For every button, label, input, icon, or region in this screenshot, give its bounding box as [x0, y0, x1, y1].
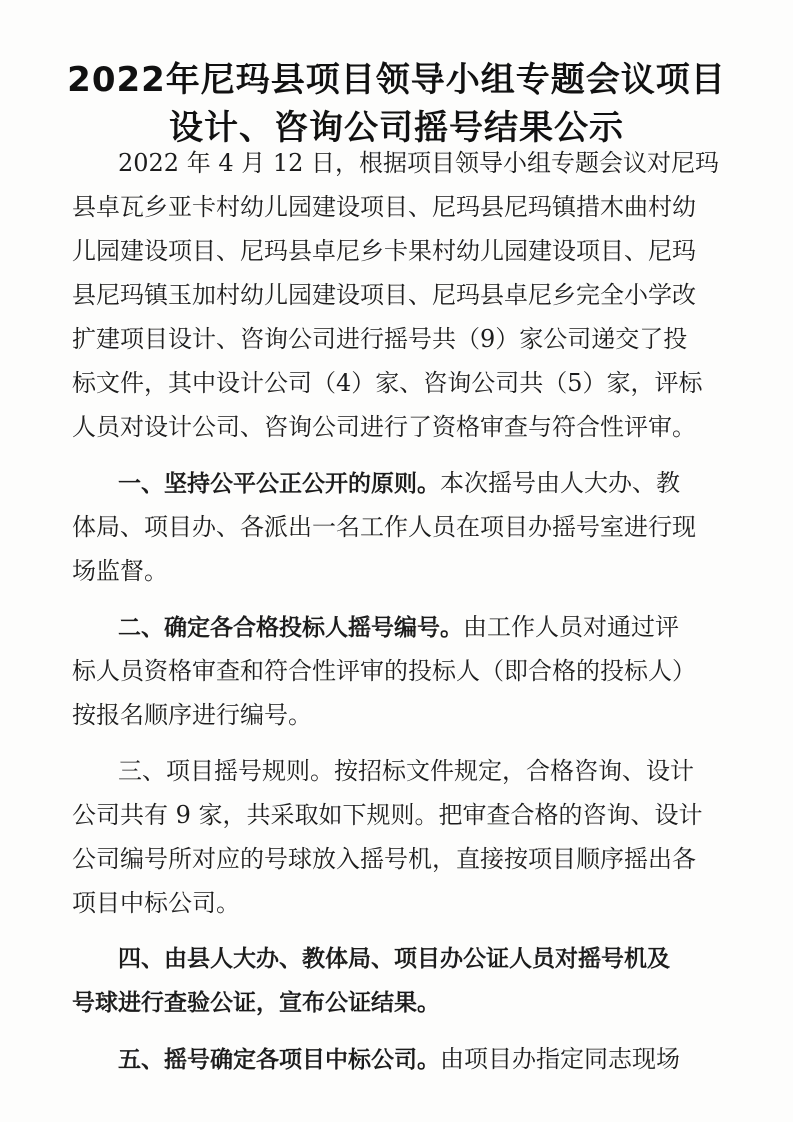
section-1-line-3: 场监督。	[72, 557, 168, 585]
section-3-first-line	[118, 756, 694, 786]
section-3-text: 按招标文件规定，合格咨询、设计	[334, 757, 694, 785]
section-5-first-line	[118, 1044, 680, 1075]
intro-line-1: 2022 年 4 月 12 日，根据项目领导小组专题会议对尼玛	[118, 149, 720, 177]
section-2-line-3: 按报名顺序进行编号。	[72, 701, 312, 729]
intro-line-7: 人员对设计公司、咨询公司进行了资格审查与符合性评审。	[72, 413, 696, 441]
section-3-line-2: 公司共有 9 家，共采取如下规则。把审查合格的咨询、设计	[72, 801, 703, 829]
intro-line-5: 扩建项目设计、咨询公司进行摇号共（9）家公司递交了投	[72, 325, 688, 353]
section-1-heading: 一、坚持公平公正公开的原则。	[118, 471, 440, 497]
section-4-line-1: 四、由县人大办、教体局、项目办公证人员对摇号机及	[118, 946, 670, 972]
section-3-heading: 三、项目摇号规则。	[118, 757, 334, 785]
section-5-heading: 五、摇号确定各项目中标公司。	[118, 1047, 440, 1073]
section-3-line-4: 项目中标公司。	[72, 889, 240, 917]
section-2-first-line	[118, 612, 679, 643]
intro-line-4: 县尼玛镇玉加村幼儿园建设项目、尼玛县卓尼乡完全小学改	[72, 281, 696, 309]
section-5-text: 由项目办指定同志现场	[440, 1045, 680, 1073]
document-title-line-1: 2022年尼玛县项目领导小组专题会议项目	[67, 60, 726, 100]
section-2-line-2: 标人员资格审查和符合性评审的投标人（即合格的投标人）	[72, 657, 696, 685]
section-1-first-line	[118, 468, 680, 499]
section-3-line-3: 公司编号所对应的号球放入摇号机，直接按项目顺序摇出各	[72, 845, 696, 873]
section-1-text: 本次摇号由人大办、教	[440, 469, 680, 497]
document-title-line-2: 设计、咨询公司摇号结果公示	[169, 108, 624, 148]
section-4-line-2: 号球进行查验公证，宣布公证结果。	[72, 990, 440, 1016]
section-1-line-2: 体局、项目办、各派出一名工作人员在项目办摇号室进行现	[72, 513, 696, 541]
section-2-text: 由工作人员对通过评	[463, 613, 679, 641]
section-2-heading: 二、确定各合格投标人摇号编号。	[118, 615, 463, 641]
intro-line-2: 县卓瓦乡亚卡村幼儿园建设项目、尼玛县尼玛镇措木曲村幼	[72, 193, 696, 221]
intro-line-6: 标文件，其中设计公司（4）家、咨询公司共（5）家，评标	[72, 369, 703, 397]
intro-line-3: 儿园建设项目、尼玛县卓尼乡卡果村幼儿园建设项目、尼玛	[72, 237, 696, 265]
